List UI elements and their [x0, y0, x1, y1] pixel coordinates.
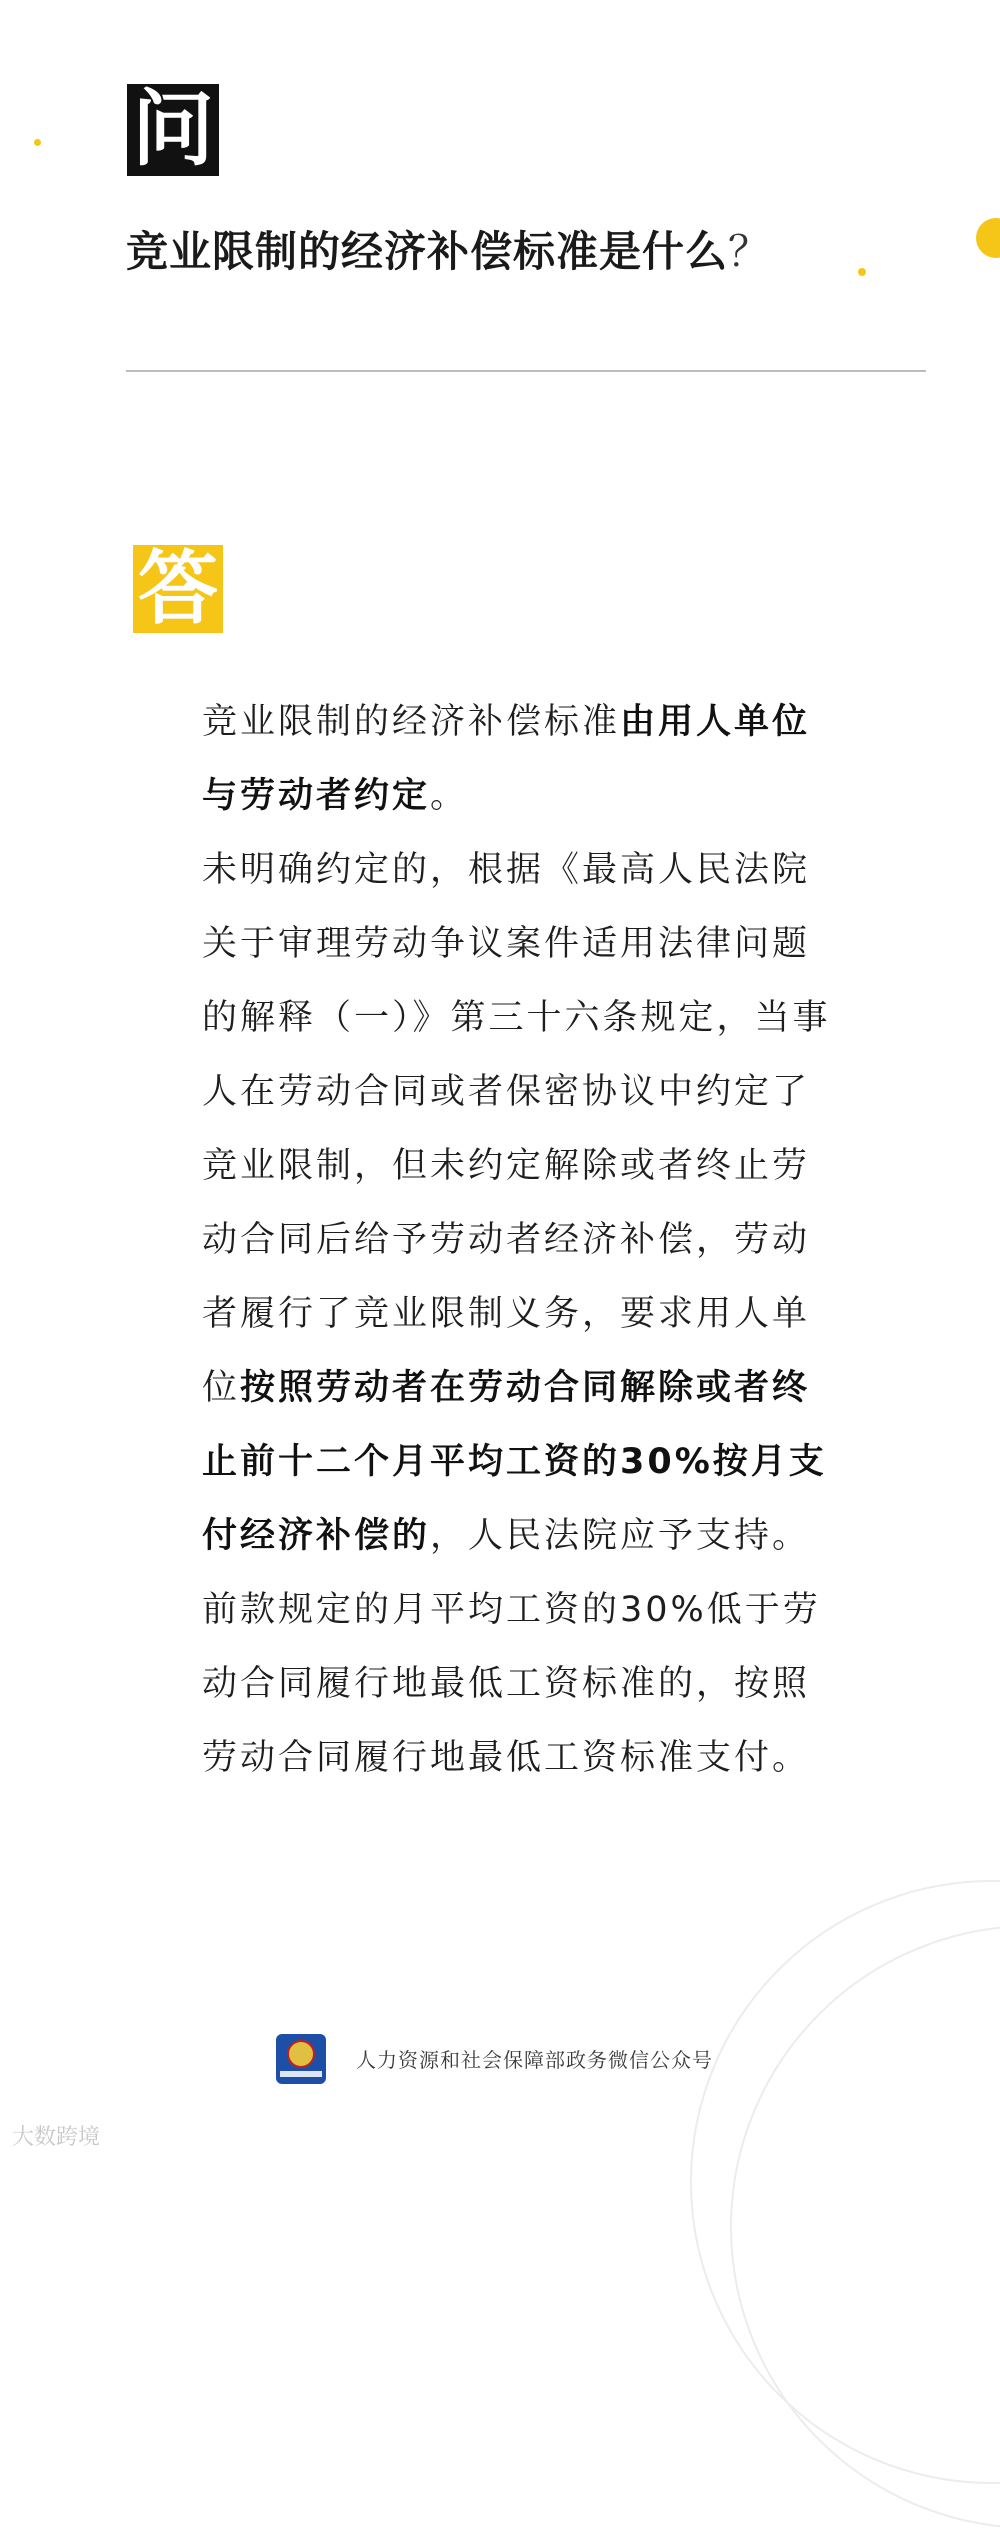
decor-dot — [976, 218, 1000, 258]
ministry-logo-icon — [276, 2034, 326, 2084]
answer-paragraph — [202, 833, 842, 1795]
emblem-icon — [287, 2040, 315, 2068]
watermark: 大数跨境 — [12, 2125, 101, 2150]
answer-paragraph — [202, 685, 842, 833]
answer-text-bold: 按照劳动者在劳动合同解除或者终止前十二个月平均工资的30%按月支付经济补偿的 — [202, 1368, 827, 1556]
divider — [126, 370, 926, 372]
answer-body — [202, 685, 842, 1795]
answer-text: 。 — [430, 776, 469, 816]
question-title-text: 竞业限制的经济补偿标准是什么 — [126, 227, 729, 276]
question-title — [126, 222, 886, 282]
answer-text: ，人民法院应予支持。前款规定的月平均工资的30%低于劳动合同履行地最低工资标准的，按照劳动合同履行地最低工资标准支付。 — [202, 1516, 821, 1778]
question-mark-punct: ？ — [728, 227, 772, 276]
question-mark-glyph: 问 — [127, 84, 219, 176]
logo-band — [280, 2071, 322, 2077]
footer-source: 人力资源和社会保障部政务微信公众号 — [356, 2048, 713, 2072]
answer-mark-glyph: 答 — [133, 545, 223, 633]
decor-dot — [34, 139, 41, 146]
answer-text: 竞业限制的经济补偿标准 — [202, 702, 621, 742]
answer-text-bold: 由用人单位与劳动者约定 — [202, 702, 811, 816]
answer-text: 未明确约定的，根据《最高人民法院关于审理劳动争议案件适用法律问题的解释（一）》第三十六条规定，当事人在劳动合同或者保密协议中约定了竞业限制，但未约定解除或者终止劳动合同后给予劳动者经济补偿，劳动者履行了竞业限制义务，要求用人单位 — [202, 850, 831, 1408]
